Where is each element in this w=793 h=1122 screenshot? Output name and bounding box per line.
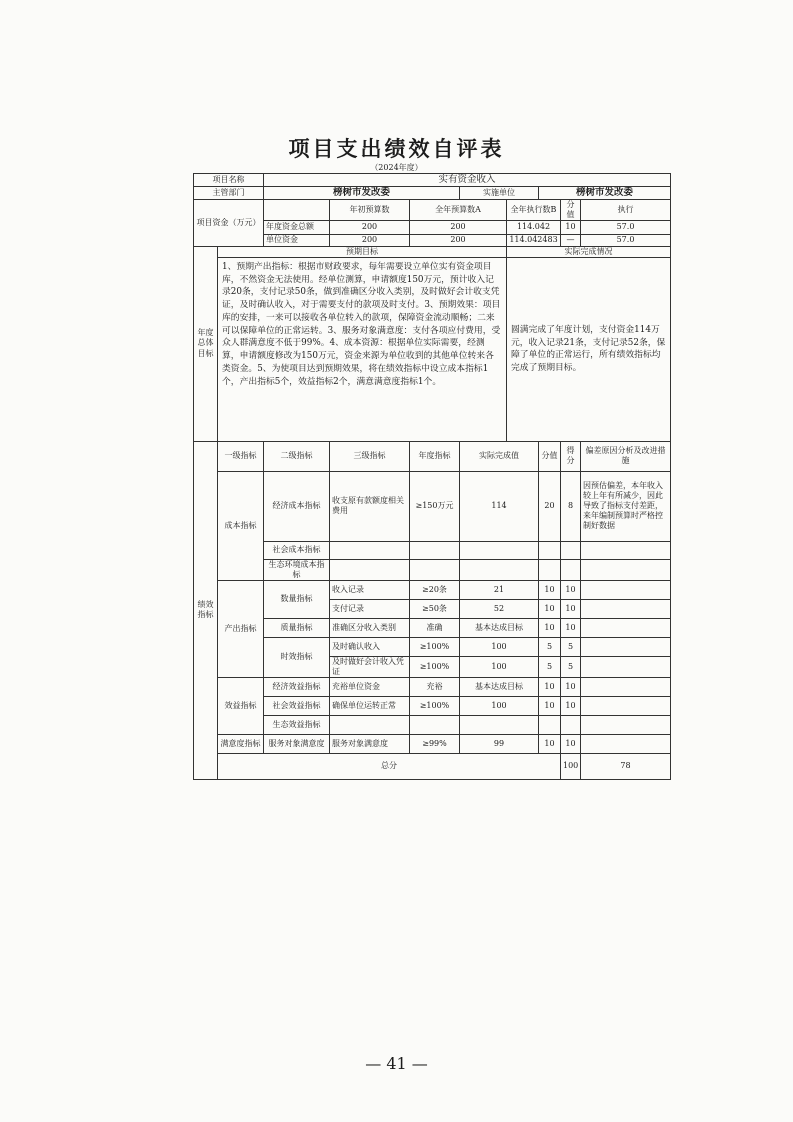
h-l3: 三级指标 <box>330 441 410 471</box>
svc-get: 10 <box>561 734 581 753</box>
q1-target: ≥20条 <box>410 580 460 599</box>
impl-label: 实施单位 <box>460 186 539 199</box>
project-name: 实有资金收入 <box>264 174 671 187</box>
eb-l3: 充裕单位资金 <box>330 677 410 696</box>
ql-score: 10 <box>539 618 561 637</box>
empty <box>410 715 460 734</box>
ql-target: 准确 <box>410 618 460 637</box>
ql-actual: 基本达成目标 <box>460 618 539 637</box>
output-l1: 产出指标 <box>218 580 264 677</box>
svc-score: 10 <box>539 734 561 753</box>
t2-score: 5 <box>539 656 561 677</box>
row1-label: 年度资金总额 <box>264 220 330 234</box>
q1-get: 10 <box>561 580 581 599</box>
empty <box>581 656 671 677</box>
econ-cost-get: 8 <box>561 471 581 541</box>
empty <box>581 580 671 599</box>
row2-rate: 57.0 <box>581 234 671 246</box>
econ-cost-target: ≥150万元 <box>410 471 460 541</box>
econ-ben-l2: 经济效益指标 <box>264 677 330 696</box>
blank-cell <box>264 199 330 220</box>
perf-label: 绩效指标 <box>194 441 218 779</box>
empty <box>581 696 671 715</box>
econ-cost-score: 20 <box>539 471 561 541</box>
t2-target: ≥100% <box>410 656 460 677</box>
year-label: （2024年度） <box>370 163 423 172</box>
h-reason: 偏差原因分析及改进措施 <box>581 441 671 471</box>
cost-l1: 成本指标 <box>218 471 264 580</box>
row1-budget: 200 <box>330 220 410 234</box>
h-l2: 二级指标 <box>264 441 330 471</box>
q2-target: ≥50条 <box>410 599 460 618</box>
svc-target: ≥99% <box>410 734 460 753</box>
econ-cost-reason: 因预估偏差，本年收入较上年有所减少，因此导致了指标支付差距，来年编制预算时严格控制好数据 <box>581 471 671 541</box>
col-full-budget: 全年预算数A <box>410 199 507 220</box>
eb-get: 10 <box>561 677 581 696</box>
q1-score: 10 <box>539 580 561 599</box>
empty <box>539 541 561 559</box>
econ-cost-l3: 收支原有款额度相关费用 <box>330 471 410 541</box>
sb-get: 10 <box>561 696 581 715</box>
timely-l2: 时效指标 <box>264 637 330 677</box>
sb-actual: 100 <box>460 696 539 715</box>
total-get: 78 <box>581 753 671 779</box>
empty <box>330 715 410 734</box>
svc-l3: 服务对象满意度 <box>330 734 410 753</box>
social-cost-l2: 社会成本指标 <box>264 541 330 559</box>
empty <box>581 734 671 753</box>
h-score: 分值 <box>539 441 561 471</box>
page-title: 项目支出绩效自评表 <box>288 136 505 161</box>
evaluation-table <box>193 173 671 780</box>
econ-cost-actual: 114 <box>460 471 539 541</box>
empty <box>581 637 671 656</box>
empty <box>581 559 671 580</box>
actual-label: 实际完成情况 <box>507 246 671 257</box>
page-number: — 41 — <box>365 1054 428 1073</box>
total-score: 100 <box>561 753 581 779</box>
empty <box>581 618 671 637</box>
sb-target: ≥100% <box>410 696 460 715</box>
row1-rate: 57.0 <box>581 220 671 234</box>
goals-label: 年度总体目标 <box>194 246 218 441</box>
actual-goals: 圆满完成了年度计划，支付资金114万元，收入记录21条，支付记录52条，保障了单位的正常运行，所有绩效指标均完成了预期目标。 <box>507 257 671 441</box>
q1-actual: 21 <box>460 580 539 599</box>
empty <box>581 715 671 734</box>
q2-l3: 支付记录 <box>330 599 410 618</box>
satisfaction-l1: 满意度指标 <box>218 734 264 753</box>
row1-score: 10 <box>561 220 581 234</box>
empty <box>460 541 539 559</box>
empty <box>539 559 561 580</box>
svc-l2: 服务对象满意度 <box>264 734 330 753</box>
eb-score: 10 <box>539 677 561 696</box>
econ-cost-l2: 经济成本指标 <box>264 471 330 541</box>
t2-get: 5 <box>561 656 581 677</box>
empty <box>410 559 460 580</box>
eb-target: 充裕 <box>410 677 460 696</box>
col-rate: 执行 <box>581 199 671 220</box>
quality-l2: 质量指标 <box>264 618 330 637</box>
h-get: 得分 <box>561 441 581 471</box>
row2-full: 200 <box>410 234 507 246</box>
q2-get: 10 <box>561 599 581 618</box>
q1-l3: 收入记录 <box>330 580 410 599</box>
empty <box>460 559 539 580</box>
q2-score: 10 <box>539 599 561 618</box>
eb-actual: 基本达成目标 <box>460 677 539 696</box>
empty <box>561 715 581 734</box>
row1-exec: 114.042 <box>507 220 561 234</box>
project-name-label: 项目名称 <box>194 174 264 187</box>
empty <box>330 541 410 559</box>
impl: 榜树市发改委 <box>539 186 671 199</box>
t2-l3: 及时做好会计收入凭证 <box>330 656 410 677</box>
empty <box>539 715 561 734</box>
social-ben-l2: 社会效益指标 <box>264 696 330 715</box>
benefit-l1: 效益指标 <box>218 677 264 734</box>
fund-label: 项目资金（万元） <box>194 199 264 246</box>
empty <box>410 541 460 559</box>
t1-target: ≥100% <box>410 637 460 656</box>
t2-actual: 100 <box>460 656 539 677</box>
quantity-l2: 数量指标 <box>264 580 330 618</box>
dept: 榜树市发改委 <box>264 186 460 199</box>
expected-goals: 1、预期产出指标：根据市财政要求，每年需要设立单位实有资金项目库，不然资金无法使用。经单位测算，申请额度150万元，预计收入记录20条，支付记录50条，做到准确区分收入类别，及时做好会计收支凭证，及时确认收入，对于需要支付的款项及时支付。3、预期效果：项目库的安排，一来可以接收各单位转入的款项，保障资金流动顺畅；二来可以保障单位的正常运转。3、服务对象满意度：支付各项应付费用，受众人群满意度不低于99%。4、成本资源：根据单位实际需要，经测算，申请额度修改为150万元，资金来源为单位收到的其他单位转来各类资金。5、为使项目达到预期效果，将在绩效指标中设立成本指标1个，产出指标5个，效益指标2个，满意满意度指标1个。 <box>218 257 507 441</box>
q2-actual: 52 <box>460 599 539 618</box>
ql-l3: 准确区分收入类别 <box>330 618 410 637</box>
empty <box>330 559 410 580</box>
row2-budget: 200 <box>330 234 410 246</box>
eco-ben-l2: 生态效益指标 <box>264 715 330 734</box>
empty <box>581 599 671 618</box>
row2-label: 单位资金 <box>264 234 330 246</box>
h-target: 年度指标 <box>410 441 460 471</box>
eco-cost-l2: 生态环境成本指标 <box>264 559 330 580</box>
sb-l3: 确保单位运转正常 <box>330 696 410 715</box>
empty <box>581 541 671 559</box>
row2-score: — <box>561 234 581 246</box>
ql-get: 10 <box>561 618 581 637</box>
h-actual: 实际完成值 <box>460 441 539 471</box>
expected-label: 预期目标 <box>218 246 507 257</box>
h-l1: 一级指标 <box>218 441 264 471</box>
svc-actual: 99 <box>460 734 539 753</box>
row2-exec: 114.042483 <box>507 234 561 246</box>
col-budget: 年初预算数 <box>330 199 410 220</box>
t1-get: 5 <box>561 637 581 656</box>
t1-score: 5 <box>539 637 561 656</box>
col-score: 分值 <box>561 199 581 220</box>
empty <box>561 559 581 580</box>
empty <box>581 677 671 696</box>
row1-full: 200 <box>410 220 507 234</box>
t1-actual: 100 <box>460 637 539 656</box>
empty <box>460 715 539 734</box>
total-label: 总分 <box>218 753 561 779</box>
col-exec: 全年执行数B <box>507 199 561 220</box>
t1-l3: 及时确认收入 <box>330 637 410 656</box>
sb-score: 10 <box>539 696 561 715</box>
dept-label: 主管部门 <box>194 186 264 199</box>
empty <box>561 541 581 559</box>
